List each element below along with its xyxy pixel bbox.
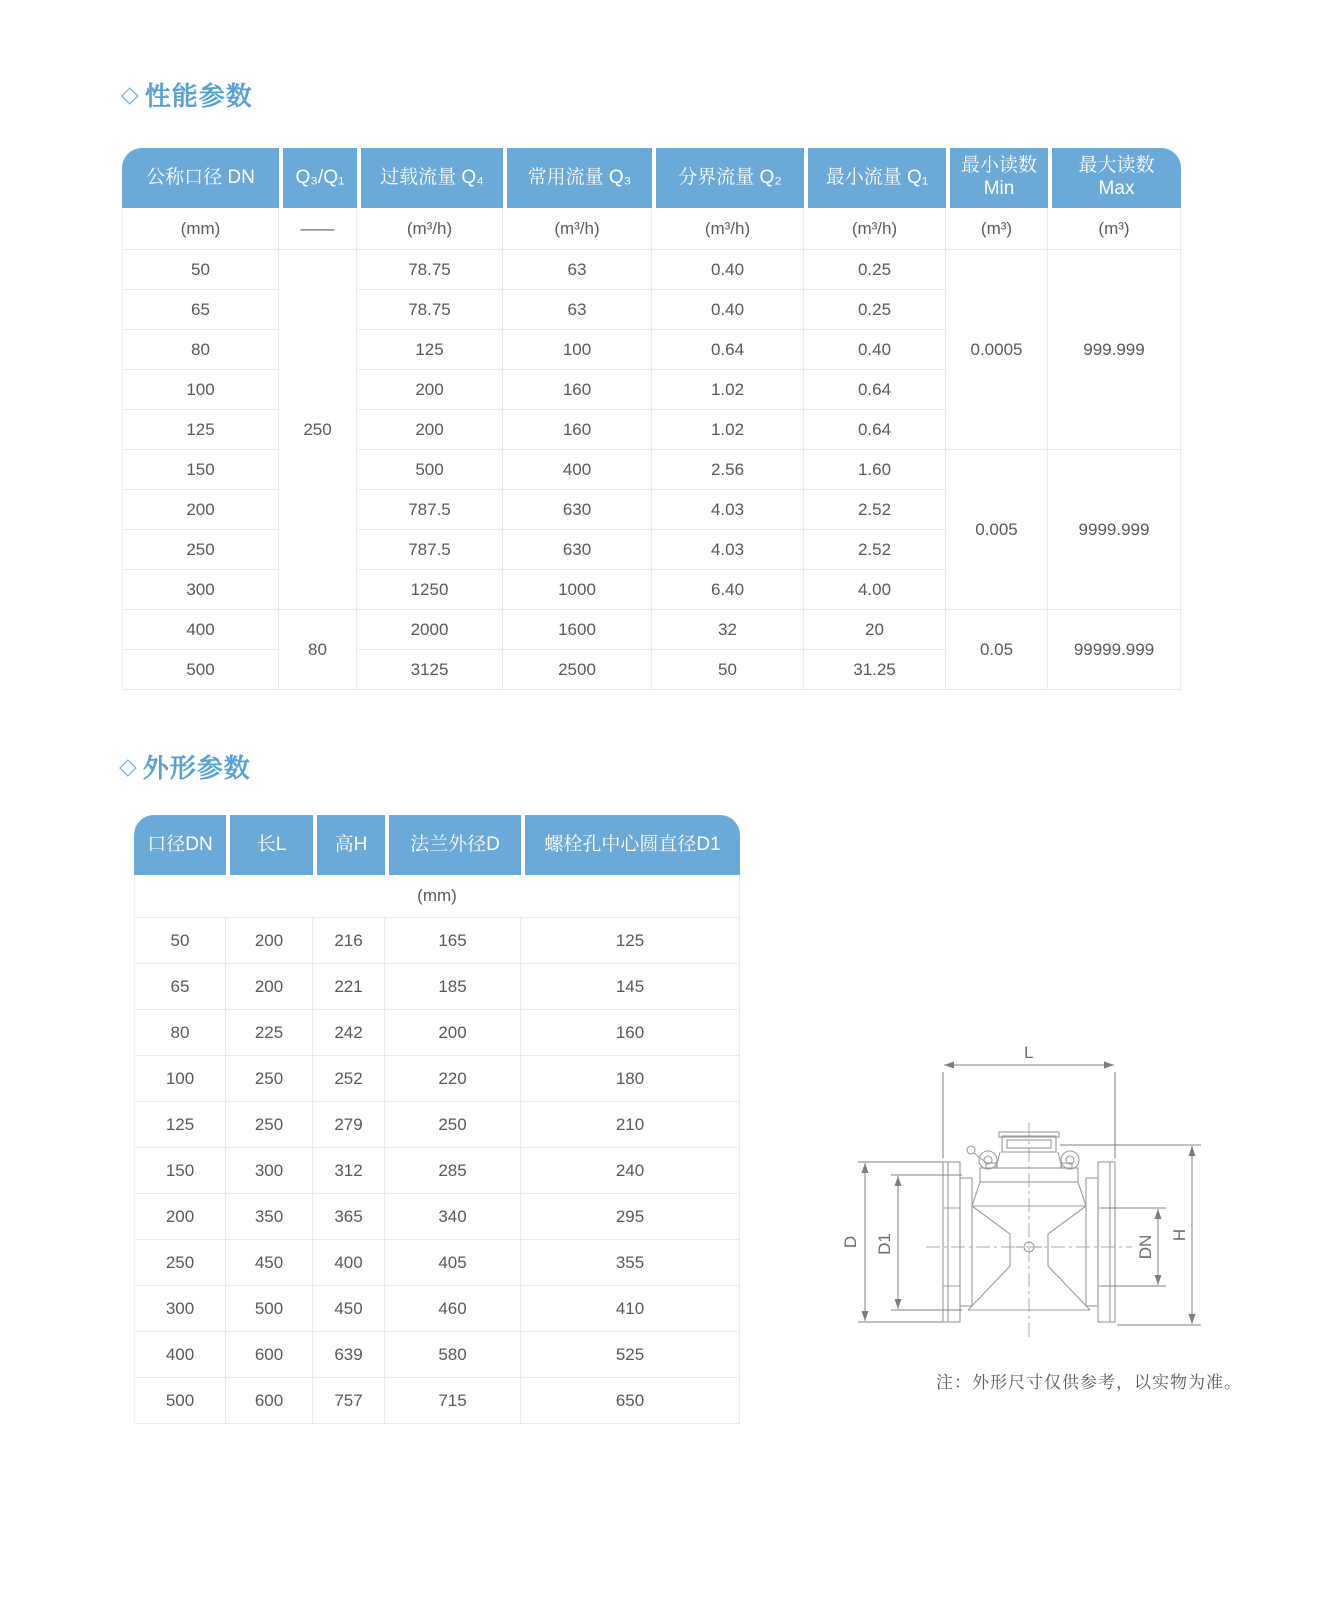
table-cell: 240 — [521, 1148, 740, 1194]
table-cell: 200 — [226, 964, 313, 1010]
table-cell: 300 — [226, 1148, 313, 1194]
table-cell: 165 — [385, 918, 521, 964]
table-cell: 1600 — [503, 610, 652, 650]
table-cell: 757 — [313, 1378, 385, 1424]
table-cell: 50 — [652, 650, 804, 690]
perf-col-min — [946, 148, 1048, 208]
table-row — [134, 918, 740, 964]
table-cell: 125 — [122, 410, 279, 450]
dims-col-d1: 螺栓孔中心圆直径D1 — [521, 815, 740, 875]
table-cell: 63 — [503, 290, 652, 330]
diamond-icon: ◇ — [121, 81, 140, 107]
perf-col-q4: 过载流量 Q₄ — [357, 148, 503, 208]
table-row — [134, 1378, 740, 1424]
table-cell: 200 — [226, 918, 313, 964]
table-cell: 242 — [313, 1010, 385, 1056]
table-cell: 279 — [313, 1102, 385, 1148]
table-cell: 65 — [122, 290, 279, 330]
table-row — [134, 1056, 740, 1102]
unit-cell: (m³/h) — [503, 208, 652, 250]
table-cell: 32 — [652, 610, 804, 650]
table-cell: 405 — [385, 1240, 521, 1286]
table-cell: 400 — [313, 1240, 385, 1286]
table-units-row — [122, 208, 1181, 250]
perf-col-max-cn: 最大读数 — [1078, 155, 1155, 177]
perf-max-group2-cell: 9999.999 — [1048, 450, 1181, 610]
perf-min-group3-cell: 0.05 — [946, 610, 1048, 690]
table-cell: 221 — [313, 964, 385, 1010]
perf-col-max — [1048, 148, 1181, 208]
table-cell: 285 — [385, 1148, 521, 1194]
table-cell: 1.02 — [652, 410, 804, 450]
unit-cell: (m³/h) — [357, 208, 503, 250]
table-cell: 312 — [313, 1148, 385, 1194]
table-cell: 225 — [226, 1010, 313, 1056]
table-cell: 500 — [226, 1286, 313, 1332]
unit-cell: (m³/h) — [652, 208, 804, 250]
perf-q3q1-group1-cell: 250 — [279, 250, 357, 610]
table-cell: 525 — [521, 1332, 740, 1378]
table-cell: 200 — [122, 490, 279, 530]
table-cell: 580 — [385, 1332, 521, 1378]
table-row — [122, 610, 1181, 650]
table-cell: 100 — [122, 370, 279, 410]
table-cell: 31.25 — [804, 650, 946, 690]
dims-col-d: 法兰外径D — [385, 815, 521, 875]
table-cell: 80 — [122, 330, 279, 370]
perf-col-max-en: Max — [1098, 178, 1135, 199]
dims-col-dn: 口径DN — [134, 815, 226, 875]
dim-label-h: H — [1170, 1228, 1189, 1242]
table-row — [122, 250, 1181, 290]
table-cell: 20 — [804, 610, 946, 650]
table-cell: 300 — [134, 1286, 226, 1332]
table-cell: 340 — [385, 1194, 521, 1240]
table-cell: 300 — [122, 570, 279, 610]
table-cell: 150 — [122, 450, 279, 490]
table-cell: 250 — [134, 1240, 226, 1286]
perf-col-q2: 分界流量 Q₂ — [652, 148, 804, 208]
table-cell: 0.64 — [804, 410, 946, 450]
table-header-row — [134, 815, 740, 875]
table-row — [134, 1148, 740, 1194]
table-cell: 600 — [226, 1378, 313, 1424]
table-cell: 0.25 — [804, 250, 946, 290]
perf-col-min-cn: 最小读数 — [960, 155, 1037, 177]
table-row — [134, 1240, 740, 1286]
table-cell: 500 — [134, 1378, 226, 1424]
table-row — [134, 1332, 740, 1378]
perf-col-q3q1: Q₃/Q₁ — [279, 148, 357, 208]
table-cell: 787.5 — [357, 530, 503, 570]
perf-min-group2-cell: 0.005 — [946, 450, 1048, 610]
table-cell: 78.75 — [357, 290, 503, 330]
table-cell: 160 — [503, 410, 652, 450]
table-cell: 160 — [521, 1010, 740, 1056]
table-cell: 4.03 — [652, 530, 804, 570]
table-cell: 400 — [134, 1332, 226, 1378]
table-cell: 180 — [521, 1056, 740, 1102]
table-row — [134, 1286, 740, 1332]
perf-col-q3: 常用流量 Q₃ — [503, 148, 652, 208]
table-cell: 200 — [357, 410, 503, 450]
perf-col-min-en: Min — [983, 178, 1015, 199]
perf-max-group1-cell: 999.999 — [1048, 250, 1181, 450]
perf-col-dn: 公称口径 DN — [122, 148, 279, 208]
table-cell: 65 — [134, 964, 226, 1010]
dim-label-dn: DN — [1136, 1234, 1155, 1260]
table-cell: 220 — [385, 1056, 521, 1102]
table-cell: 0.64 — [652, 330, 804, 370]
section-title-text: 外形参数 — [142, 753, 251, 783]
table-cell: 250 — [226, 1056, 313, 1102]
table-cell: 639 — [313, 1332, 385, 1378]
table-cell: 125 — [521, 918, 740, 964]
table-cell: 250 — [122, 530, 279, 570]
table-row — [134, 1010, 740, 1056]
unit-cell: (m³) — [946, 208, 1048, 250]
table-cell: 216 — [313, 918, 385, 964]
unit-cell: —— — [279, 208, 357, 250]
table-cell: 150 — [134, 1148, 226, 1194]
dimension-drawing — [810, 1020, 1210, 1355]
table-cell: 350 — [226, 1194, 313, 1240]
table-cell: 1000 — [503, 570, 652, 610]
table-cell: 0.25 — [804, 290, 946, 330]
table-row — [134, 964, 740, 1010]
table-cell: 400 — [122, 610, 279, 650]
table-cell: 210 — [521, 1102, 740, 1148]
table-cell: 1250 — [357, 570, 503, 610]
table-cell: 80 — [134, 1010, 226, 1056]
table-cell: 0.40 — [652, 250, 804, 290]
table-cell: 355 — [521, 1240, 740, 1286]
table-cell: 4.00 — [804, 570, 946, 610]
table-cell: 100 — [503, 330, 652, 370]
table-cell: 78.75 — [357, 250, 503, 290]
table-cell: 500 — [122, 650, 279, 690]
section-title-dimensions — [119, 748, 251, 785]
table-cell: 252 — [313, 1056, 385, 1102]
perf-col-q1: 最小流量 Q₁ — [804, 148, 946, 208]
unit-cell: (m³) — [1048, 208, 1181, 250]
table-cell: 200 — [385, 1010, 521, 1056]
table-cell: 460 — [385, 1286, 521, 1332]
table-cell: 787.5 — [357, 490, 503, 530]
table-cell: 200 — [134, 1194, 226, 1240]
table-cell: 2.52 — [804, 530, 946, 570]
table-cell: 1.60 — [804, 450, 946, 490]
table-cell: 365 — [313, 1194, 385, 1240]
table-cell: 1.02 — [652, 370, 804, 410]
dims-col-l: 长L — [226, 815, 313, 875]
water-meter-outline-drawing — [810, 1020, 1210, 1355]
table-cell: 500 — [357, 450, 503, 490]
table-cell: 125 — [134, 1102, 226, 1148]
unit-cell: (mm) — [122, 208, 279, 250]
table-cell: 63 — [503, 250, 652, 290]
table-cell: 6.40 — [652, 570, 804, 610]
table-cell: 145 — [521, 964, 740, 1010]
unit-cell: (m³/h) — [804, 208, 946, 250]
section-title-performance — [121, 76, 253, 113]
table-cell: 0.64 — [804, 370, 946, 410]
table-cell: 2.56 — [652, 450, 804, 490]
table-cell: 3125 — [357, 650, 503, 690]
table-cell: 600 — [226, 1332, 313, 1378]
table-cell: 2500 — [503, 650, 652, 690]
table-row — [134, 1194, 740, 1240]
table-cell: 50 — [122, 250, 279, 290]
dimensions-table — [134, 815, 740, 1424]
table-cell: 2.52 — [804, 490, 946, 530]
diamond-icon: ◇ — [119, 753, 138, 779]
table-cell: 4.03 — [652, 490, 804, 530]
table-cell: 400 — [503, 450, 652, 490]
dim-label-l: L — [1024, 1043, 1034, 1062]
table-cell: 295 — [521, 1194, 740, 1240]
section-title-text: 性能参数 — [144, 81, 253, 111]
table-cell: 0.40 — [652, 290, 804, 330]
drawing-note: 注：外形尺寸仅供参考，以实物为准。 — [936, 1373, 1242, 1392]
table-cell: 2000 — [357, 610, 503, 650]
table-cell: 200 — [357, 370, 503, 410]
table-cell: 630 — [503, 530, 652, 570]
table-cell: 450 — [313, 1286, 385, 1332]
table-cell: 250 — [385, 1102, 521, 1148]
perf-q3q1-group2-cell: 80 — [279, 610, 357, 690]
table-cell: 125 — [357, 330, 503, 370]
table-row — [134, 1102, 740, 1148]
table-cell: 185 — [385, 964, 521, 1010]
performance-table — [122, 148, 1181, 690]
perf-min-group1-cell: 0.0005 — [946, 250, 1048, 450]
dim-label-d1: D1 — [875, 1233, 894, 1255]
table-cell: 650 — [521, 1378, 740, 1424]
table-cell: 410 — [521, 1286, 740, 1332]
table-cell: 630 — [503, 490, 652, 530]
table-header-row — [122, 148, 1181, 208]
table-cell: 50 — [134, 918, 226, 964]
table-cell: 450 — [226, 1240, 313, 1286]
table-cell: 250 — [226, 1102, 313, 1148]
table-cell: 160 — [503, 370, 652, 410]
table-cell: 715 — [385, 1378, 521, 1424]
dims-col-h: 高H — [313, 815, 385, 875]
table-units-row — [134, 875, 740, 918]
dim-label-d: D — [841, 1235, 860, 1249]
unit-cell: (mm) — [134, 875, 740, 918]
perf-max-group3-cell: 99999.999 — [1048, 610, 1181, 690]
table-cell: 100 — [134, 1056, 226, 1102]
table-cell: 0.40 — [804, 330, 946, 370]
